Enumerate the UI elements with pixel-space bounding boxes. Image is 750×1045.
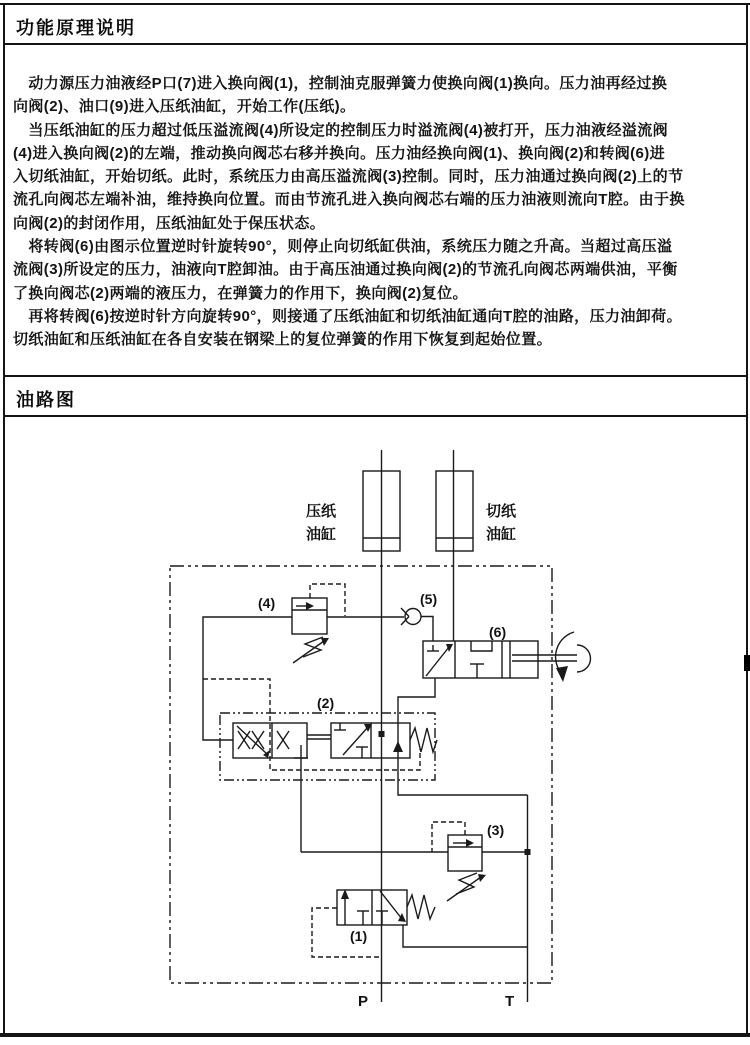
flow-arrow-up [393,741,403,752]
valve-1-label: (1) [350,928,368,944]
valve-5-label: (5) [420,591,438,607]
description-text [13,72,743,352]
text-line: 向阀(2)、油口(9)进入压纸油缸，开始工作(压纸)。 [13,98,356,116]
press-cylinder-label-1: 压纸 [306,503,337,520]
text-line: 了换向阀芯(2)两端的液压力，在弹簧力的作用下，换向阀(2)复位。 [13,284,468,302]
section2-title: 油路图 [16,390,76,410]
valve-2-directional [220,695,437,852]
flow-arrow [306,602,314,610]
page-border-top [0,3,750,5]
spring [410,728,437,752]
spring [407,895,435,919]
cut-cylinder [436,471,517,551]
rotary-valve-6 [393,624,591,795]
text-line: 向阀(2)的封闭作用，压纸油缸处于保压状态。 [13,214,326,232]
spring [456,873,477,894]
text-line: (4)进入换向阀(2)的左端，推动换向阀芯右移并换向。压力油经换向阀(1)、换向阀(2)和转阀(6)进 [13,144,666,162]
port-t-label: T [505,993,515,1010]
pilot-line [312,908,380,957]
pilot-line-valve2 [203,679,420,770]
text-line: 流阀(3)所设定的压力，油液向T腔卸油。由于高压油通过换向阀(2)的节流孔向阀芯两端供油，平衡 [13,261,678,279]
valve-3-relief [301,822,531,901]
valve-4-label: (4) [258,595,276,611]
oil-circuit-diagram [0,420,750,1035]
text-line: 入切纸油缸，开始切纸。此时，系统压力由高压溢流阀(3)控制。同时，压力油通过换向阀(2)上的节 [13,168,684,186]
cut-cylinder-label-2: 油缸 [486,526,517,543]
cut-cylinder-label-1: 切纸 [486,503,517,520]
text-line: 当压纸油缸的压力超过低压溢流阀(4)所设定的控制压力时溢流阀(4)被打开，压力油液经溢流阀 [13,121,669,139]
section1-divider [3,43,747,45]
check-valve-5 [401,591,437,641]
valve-6-label: (6) [489,624,507,640]
text-line: 流孔向阀芯左端补油，维持换向位置。而由节流孔进入换向阀芯右端的压力油液则流向T腔。由于换 [13,191,685,209]
rotation-arrowhead [556,666,568,682]
section1-title: 功能原理说明 [16,18,136,38]
section2-top-line [3,375,747,377]
section2-divider [3,415,747,417]
valve-3-label: (3) [487,822,505,838]
valve-4-relief [203,584,404,740]
text-line: 将转阀(6)由图示位置逆时针旋转90°，则停止向切纸缸供油，系统压力随之升高。当超过高压溢 [13,238,673,256]
text-line: 再将转阀(6)按逆时针方向旋转90°，则接通了压纸油缸和切纸油缸通向T腔的油路，压力油卸荷。 [13,307,682,325]
valve-2-label: (2) [317,695,335,711]
text-line: 切纸油缸和压纸油缸在各自安装在钢梁上的复位弹簧的作用下恢复到起始位置。 [13,331,553,349]
handle-knob [577,645,591,672]
text-line: 动力源压力油液经P口(7)进入换向阀(1)，控制油克服弹簧力使换向阀(1)换向。压力油再经过换 [13,75,668,92]
junction-dot [379,731,385,737]
press-cylinder-label-2: 油缸 [306,526,337,543]
valve-1-directional [312,889,528,957]
flow-arrow [466,839,474,847]
press-cylinder [306,471,400,551]
valve1-outlet-line [403,925,528,947]
port-p-label: P [358,993,369,1010]
